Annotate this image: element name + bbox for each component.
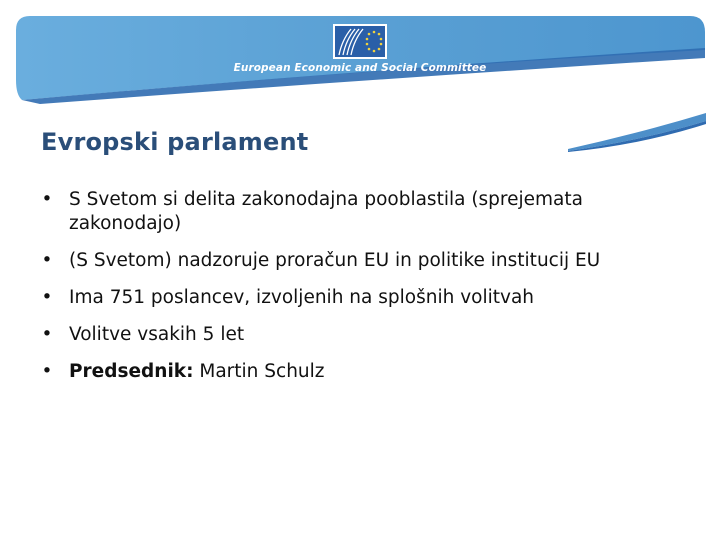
bullet-list (40, 188, 690, 397)
bullet-text: (S Svetom) nadzoruje proračun EU in politike institucij EU (69, 250, 601, 271)
bullet-item (40, 360, 690, 384)
bullet-icon: • (41, 361, 53, 382)
bullet-item (40, 249, 690, 273)
bullet-icon: • (41, 189, 53, 210)
bullet-text: Martin Schulz (193, 361, 325, 382)
bullet-item (40, 188, 690, 236)
bullet-text: S Svetom si delita zakonodajna pooblastila (sprejemata zakonodajo) (69, 189, 583, 234)
bullet-icon: • (41, 250, 53, 271)
bullet-icon: • (41, 324, 53, 345)
slide-title: Evropski parlament (41, 128, 309, 156)
bullet-item (40, 286, 690, 310)
bullet-text: Volitve vsakih 5 let (69, 324, 245, 345)
bullet-label: Predsednik: (69, 361, 194, 382)
bullet-text: Ima 751 poslancev, izvoljenih na splošnih volitvah (69, 287, 535, 308)
eesc-logo (333, 24, 387, 59)
bullet-icon: • (41, 287, 53, 308)
organization-name: European Economic and Social Committee (233, 62, 487, 74)
decorative-swoosh (560, 105, 720, 155)
bullet-item (40, 323, 690, 347)
